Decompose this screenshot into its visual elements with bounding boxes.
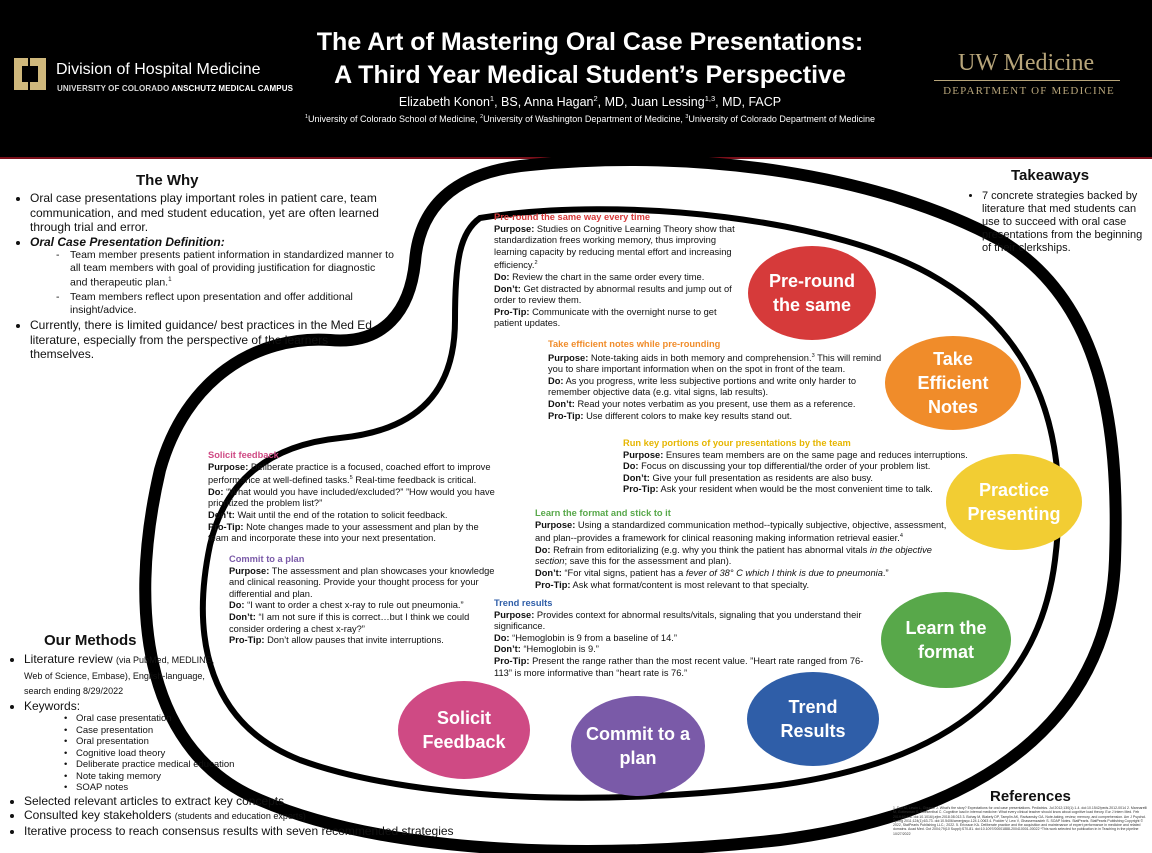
keyword-item: • Note taking memory [76,771,468,783]
poster-authors: Elizabeth Konon$^1$, BS, Anna Hagan$^2$, MD, Juan Lessing$^{1,3}$, MD, FACP [398,94,782,110]
circle-preround: Pre-round the same [748,246,876,340]
takeaways-heading: Takeaways [1011,167,1090,184]
strategy-title: Learn the format and stick to it [535,508,671,518]
university-name: UNIVERSITY OF COLORADO ANSCHUTZ MEDICAL CAMPUS [57,84,294,93]
takeaways-section [968,190,1143,255]
circle-commit: Commit to a plan [571,696,705,796]
keyword-item: • Deliberate practice medical education [76,759,468,771]
uw-department-name: DEPARTMENT OF MEDICINE [943,85,1115,97]
why-bullet: • Currently, there is limited guidance/ best practices in the Med Ed literature, especially from the perspective of the learners themselves. [30,318,394,362]
strategy-title: Solicit feedback [208,450,279,460]
methods-section [8,652,468,838]
methods-bullet: • Literature review (via PubMed, MEDLINE, Web of Science, Embase), English-language, search ending 8/29/2022 [24,652,224,699]
references-text: 1. Dell M, Lewin L, Gigante J. What's the story? Expectations for oral case presentations. Pediatrics. Jul 2012;130(1):1-4. doi:10.1542/peds.2012-0014 2. Mannarelli M, Gottesman S, Roesenthal C. Cognitive load in internal medicine: What every clinical teacher should know about cognitive load theory. Eur J Intern Med. Feb 2019;60:4-8. doi:10.1016/j.ejim.2018.08.013 3. Bohay M, Blakely DP, Tamplin AK, Radvansky GA. Note-taking, review, memory, and comprehension. Am J Psychol. Spring 2011;124(1):63-73. doi:10.5406/amerjpsyc.124.1.0063 4. Podder V, Lew V, Ghassemzadeh S. SOAP Notes. StatPearls. StatPearls Publishing Copyright © 2022, StatPearls Publishing LLC.; 2022. 5. Ericsson KA. Deliberate practice and the acquisition and maintenance of expert performance in medicine and related domains. Acad Med. Oct 2004;79(10 Suppl):S70-81. doi:10.1097/00001888-200410001-00022 *This work selected for publication in in Teaching in the pipeline 10/27/2022 [893,806,1147,836]
definition-sub-bullet: - Team member presents patient information in standardized manner to all team members with goal of providing justification for diagnostic and therapeutic plan.$^1$ [70,249,394,289]
strategy-title: Run key portions of your presentations by the team [623,438,851,448]
circle-format: Learn the format [881,592,1011,688]
definition-sub-bullet: - Team members reflect upon presentation and offer additional insight/advice. [70,291,394,316]
strategy-title: Commit to a plan [229,554,305,564]
strategy-title: Take efficient notes while pre-rounding [548,339,721,349]
uw-medicine-logo: UW Medicine [958,50,1095,76]
strategy-commit-block: Commit to a plan Purpose: The assessment and plan showcases your knowledge and clinical reasoning. Provide your thought process for your differential and plan. Do: “I want to order a chest x-ray to rule out pneumonia.” Don’t: “I am not sure if this is correct…but I think we could consider ordering a chest x-ray?” Pro-Tip: Don’t allow pauses that invite interruptions. [229,554,499,647]
strategy-title: Trend results [494,598,553,608]
poster-title-line1: The Art of Mastering Oral Case Presentations: [316,28,864,56]
keyword-item: • Cognitive load theory [76,748,468,760]
takeaway-bullet: • 7 concrete strategies backed by literature that med students can use to succeed with oral case presentations from the beginning of their clerkships. [982,190,1143,255]
poster-title-line2: A Third Year Medical Student’s Perspective [334,61,846,89]
strategy-title: Pre-round the same way every time [494,212,651,222]
strategy-feedback-block: Solicit feedback Purpose: Deliberate practice is a focused, coached effort to improve performance at well-defined tasks.$^5$ Real-time feedback is critical. Do: “What would you have included/excluded?” ”How would you have prioritized the problem list?” Don’t: Wait until the end of the rotation to solicit feedback. Pro-Tip: Note changes made to your assessment and plan by the team and incorporate these into your next presentation. [208,450,500,545]
circle-practice: Practice Presenting [946,454,1082,550]
circle-trend: Trend Results [747,672,879,766]
keyword-item: • SOAP notes [76,782,468,794]
why-bullet: • Oral case presentations play important roles in patient care, team communication, and med student education, yet are often learned through trial and error. [30,191,394,235]
methods-bullet: • Keywords: • Oral case presentation • Case presentation • Oral presentation • Cognitive load theory • Deliberate practice medical education • Note taking memory • SOAP notes [24,699,468,794]
keyword-item: • Oral presentation [76,736,468,748]
strategy-practice-block: Run key portions of your presentations by the team Purpose: Ensures team members are on the same page and reduces interruptions. Do: Focus on discussing your top differential/the order of your problem list. Don’t: Give your full presentation as residents are also busy. Pro-Tip: Ask your resident when would be the most convenient time to talk. [623,438,983,496]
strategy-preround-block: Pre-round the same way every time Purpose: Studies on Cognitive Learning Theory show that standardization frees working memory, thus improving learning capacity by reducing mental effort and increasing efficiency.$^2$ Do: Review the chart in the same order every time. Don’t: Get distracted by abnormal results and jump out of order to review them. Pro-Tip: Communicate with the overnight nurse to get patient updates. [494,212,746,330]
methods-bullet: • Iterative process to reach consensus results with seven recommended strategies [24,824,468,839]
keyword-item: • Oral case presentation [76,713,468,725]
why-section [14,191,394,362]
keyword-item: • Case presentation [76,725,468,737]
methods-heading: Our Methods [44,632,137,649]
references-heading: References [990,788,1071,805]
why-heading: The Why [136,172,199,189]
circle-notes: Take Efficient Notes [885,336,1021,430]
circle-feedback: Solicit Feedback [398,681,530,779]
strategy-format-block: Learn the format and stick to it Purpose: Using a standardized communication method--typically subjective, objective, assessment, and plan--provides a framework for clinical reasoning making information retrieval easier.$^4$ Do: Refrain from editorializing (e.g. why you think the patient has abnormal vitals in the objective section; save this for the assessment and plan). Don’t: “For vital signs, patient has a fever of 38° C which I think is due to pneumonia.” Pro-Tip: Ask what format/content is most relevant to that specialty. [535,508,955,591]
strategy-notes-block: Take efficient notes while pre-rounding Purpose: Note-taking aids in both memory and comprehension.$^3$ This will remind you to share important information when on the spot in front of the team. Do: As you progress, write less subjective portions and write only harder to remember objective data (e.g. vital signs, lab results). Don’t: Read your notes verbatim as you present, use them as a reference. Pro-Tip: Use different colors to make key results stand out. [548,339,893,422]
methods-bullet: • Selected relevant articles to extract key concepts [24,794,468,809]
division-name: Division of Hospital Medicine [56,61,261,78]
methods-bullet: • Consulted key stakeholders (students and education experts) [24,808,468,824]
why-bullet-definition: • Oral Case Presentation Definition: - Team member presents patient information in standardized manner to all team members with goal of providing justification for diagnostic and therapeutic plan.$^1$ - Team members reflect upon presentation and offer additional insight/advice. [30,235,394,317]
strategy-trend-block: Trend results Purpose: Provides context for abnormal results/vitals, signaling that you understand their significance. Do: “Hemoglobin is 9 from a baseline of 14.” Don’t: “Hemoglobin is 9.” Pro-Tip: Present the range rather than the most recent value. ”Heart rate ranged from 76-113” is more informative than “heart rate is 76.” [494,598,874,679]
poster-affiliations: $^1$University of Colorado School of Medicine, $^2$University of Washington Department of Medicine, $^3$University of Colorado Department of Medicine [305,114,875,124]
